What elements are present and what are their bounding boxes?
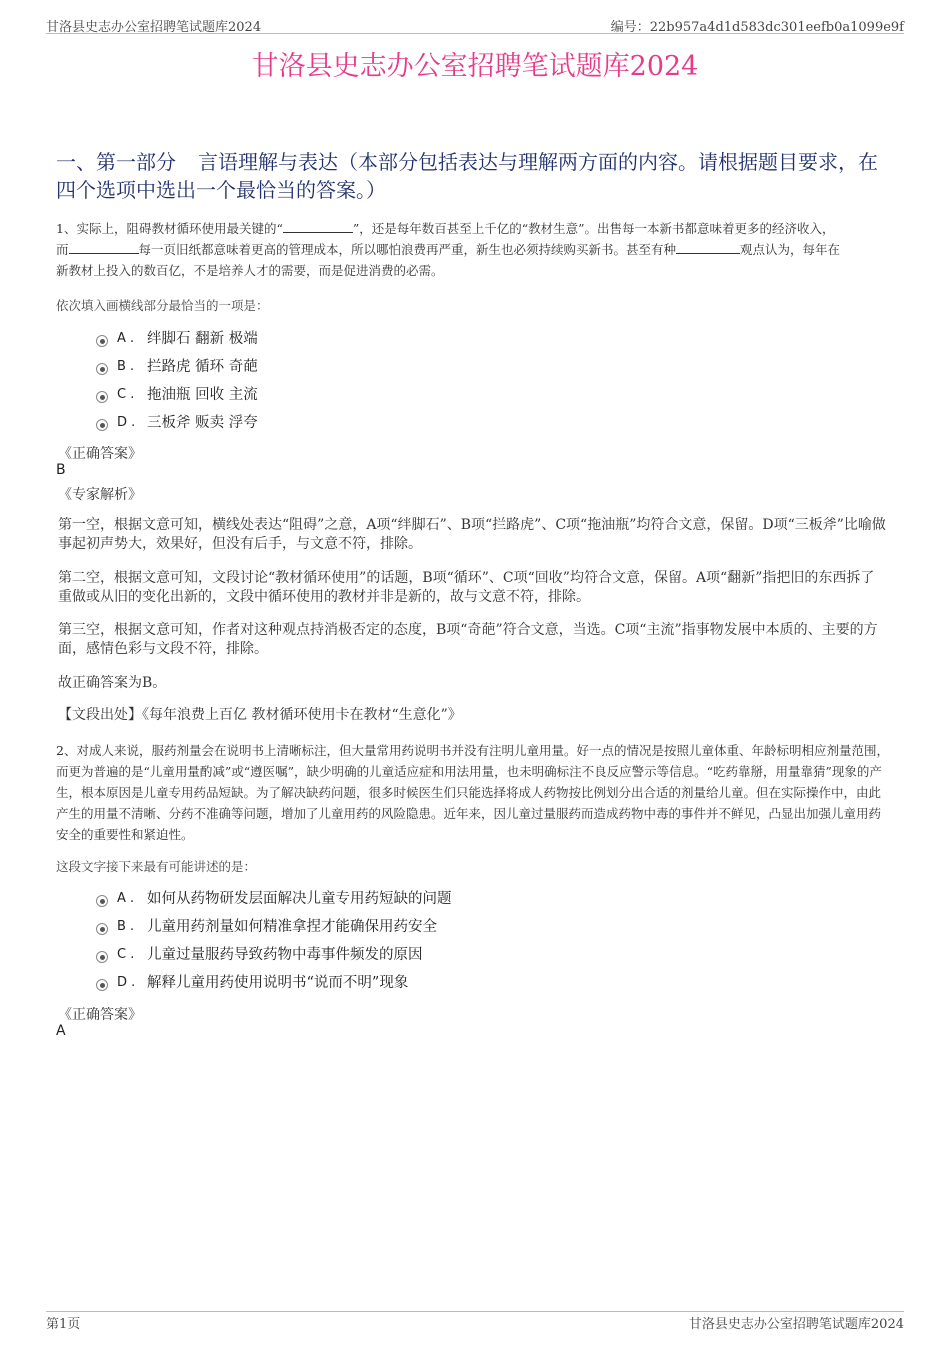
- footer-title: 甘洛县史志办公室招聘笔试题库2024: [688, 1317, 904, 1332]
- fill-blank-2: [69, 239, 139, 254]
- q1-answer: B: [56, 462, 66, 478]
- option-letter: A .: [117, 891, 135, 906]
- q1-options: [94, 328, 694, 440]
- option-letter: C .: [117, 947, 135, 962]
- option-letter: A .: [117, 331, 135, 346]
- section-heading: [56, 148, 894, 204]
- q2-option-b[interactable]: [94, 916, 694, 944]
- question-2-stem: 2、对成人来说，服药剂量会在说明书上清晰标注，但大量常用药说明书并没有注明儿童用量。好一点的情况是按照儿童体重、年龄标明相应剂量范围，而更为普遍的是“儿童用量酌减”或“遵医嘱”，缺少明确的儿童适应症和用法用量，也未明确标注不良反应警示等信息。“吃药靠掰，用量靠猜”现象的产生，根本原因是儿童专用药品短缺。为了解决缺药问题，很多时候医生们只能选择将成人药物按比例划分出合适的剂量给儿童。但在实际操作中，由此产生的用量不清晰、分药不准确等问题，增加了儿童用药的风险隐患。近年来，因儿童过量服药而造成药物中毒的事件并不鲜见，凸显出加强儿童用药安全的重要性和紧迫性。: [56, 743, 889, 842]
- option-text: 儿童用药剂量如何精准拿捏才能确保用药安全: [147, 919, 437, 935]
- q1-analysis-label: 《专家解析》: [58, 487, 142, 503]
- q1-option-a[interactable]: [94, 328, 694, 356]
- q2-option-a[interactable]: [94, 888, 694, 916]
- option-letter: B .: [117, 359, 135, 374]
- radio-icon[interactable]: [96, 335, 108, 347]
- option-letter: C .: [117, 387, 135, 402]
- q1-analysis-paragraph: 第一空，根据文意可知，横线处表达“阻碍”之意，A项“绊脚石”、B项“拦路虎”、C项“拖油瓶”均符合文意，保留。D项“三板斧”比喻做事起初声势大，效果好，但没有后手，与文意不符，排除。: [58, 517, 886, 552]
- header-title: 甘洛县史志办公室招聘笔试题库2024: [46, 20, 262, 35]
- q1-analysis-conclusion: 故正确答案为B。: [58, 675, 167, 691]
- q2-answer-label: 《正确答案》: [58, 1007, 142, 1023]
- radio-icon[interactable]: [96, 923, 108, 935]
- q1-option-d[interactable]: [94, 412, 694, 440]
- section-part: 一、第一部分: [56, 150, 176, 174]
- option-letter: B .: [117, 919, 135, 934]
- q1-instruction: 依次填入画横线部分最恰当的一项是：: [56, 298, 269, 313]
- section-description: 言语理解与表达（本部分包括表达与理解两方面的内容。请根据题目要求，在四个选项中选出一个最恰当的答案。）: [56, 150, 878, 202]
- header-serial-number: 编号：22b957a4d1d583dc301eefb0a1099e9f: [610, 20, 904, 35]
- radio-icon[interactable]: [96, 895, 108, 907]
- fill-blank-1: [283, 218, 353, 233]
- option-text: 儿童过量服药导致药物中毒事件频发的原因: [147, 947, 423, 963]
- option-text: 拦路虎 循环 奇葩: [147, 359, 258, 375]
- radio-icon[interactable]: [96, 419, 108, 431]
- page-number: 第1页: [46, 1317, 81, 1332]
- q1-text-part: 而: [56, 242, 69, 257]
- q1-option-b[interactable]: [94, 356, 694, 384]
- q1-text-part: 新教材上投入的数百亿，不是培养人才的需要，而是促进消费的必需。: [56, 263, 444, 278]
- q1-text-part: ”，还是每年数百甚至上千亿的“教材生意”。出售每一本新书都意味着更多的经济收入，: [352, 221, 835, 236]
- option-letter: D .: [117, 975, 136, 990]
- q1-text-part: 观点认为，每年在: [740, 242, 841, 257]
- radio-icon[interactable]: [96, 951, 108, 963]
- question-1-stem: [56, 218, 892, 281]
- option-text: 解释儿童用药使用说明书“说而不明”现象: [147, 975, 409, 991]
- radio-icon[interactable]: [96, 363, 108, 375]
- radio-icon[interactable]: [96, 979, 108, 991]
- q2-option-c[interactable]: [94, 944, 694, 972]
- q1-text-part: 1、实际上，阻碍教材循环使用最关键的“: [56, 221, 283, 236]
- radio-icon[interactable]: [96, 391, 108, 403]
- q2-instruction: 这段文字接下来最有可能讲述的是：: [56, 859, 257, 874]
- fill-blank-3: [676, 239, 740, 254]
- option-text: 如何从药物研发层面解决儿童专用药短缺的问题: [147, 891, 452, 907]
- q1-option-c[interactable]: [94, 384, 694, 412]
- option-text: 三板斧 贩卖 浮夸: [147, 415, 258, 431]
- q1-analysis-paragraph: 第三空，根据文意可知，作者对这种观点持消极否定的态度，B项“奇葩”符合文意，当选。C项“主流”指事物发展中本质的、主要的方面，感情色彩与文段不符，排除。: [58, 622, 878, 657]
- q1-text-part: 每一页旧纸都意味着更高的管理成本，所以哪怕浪费再严重，新生也必须持续购买新书。甚至有种: [138, 242, 677, 257]
- q1-analysis-paragraph: 第二空，根据文意可知，文段讨论“教材循环使用”的话题，B项“循环”、C项“回收”均符合文意，保留。A项“翻新”指把旧的东西拆了重做或从旧的变化出新的，文段中循环使用的教材并非是新的，故与文意不符，排除。: [58, 570, 875, 605]
- q1-answer-label: 《正确答案》: [58, 446, 142, 462]
- q1-source: 【文段出处】《每年浪费上百亿 教材循环使用卡在教材“生意化”》: [58, 707, 462, 723]
- header-divider: [46, 33, 904, 34]
- q2-option-d[interactable]: [94, 972, 694, 1000]
- option-letter: D .: [117, 415, 136, 430]
- q2-options: [94, 888, 694, 1000]
- page-title: 甘洛县史志办公室招聘笔试题库2024: [251, 51, 699, 82]
- q2-answer: A: [56, 1023, 66, 1039]
- option-text: 拖油瓶 回收 主流: [147, 387, 258, 403]
- footer-divider: [46, 1311, 904, 1312]
- option-text: 绊脚石 翻新 极端: [147, 331, 258, 347]
